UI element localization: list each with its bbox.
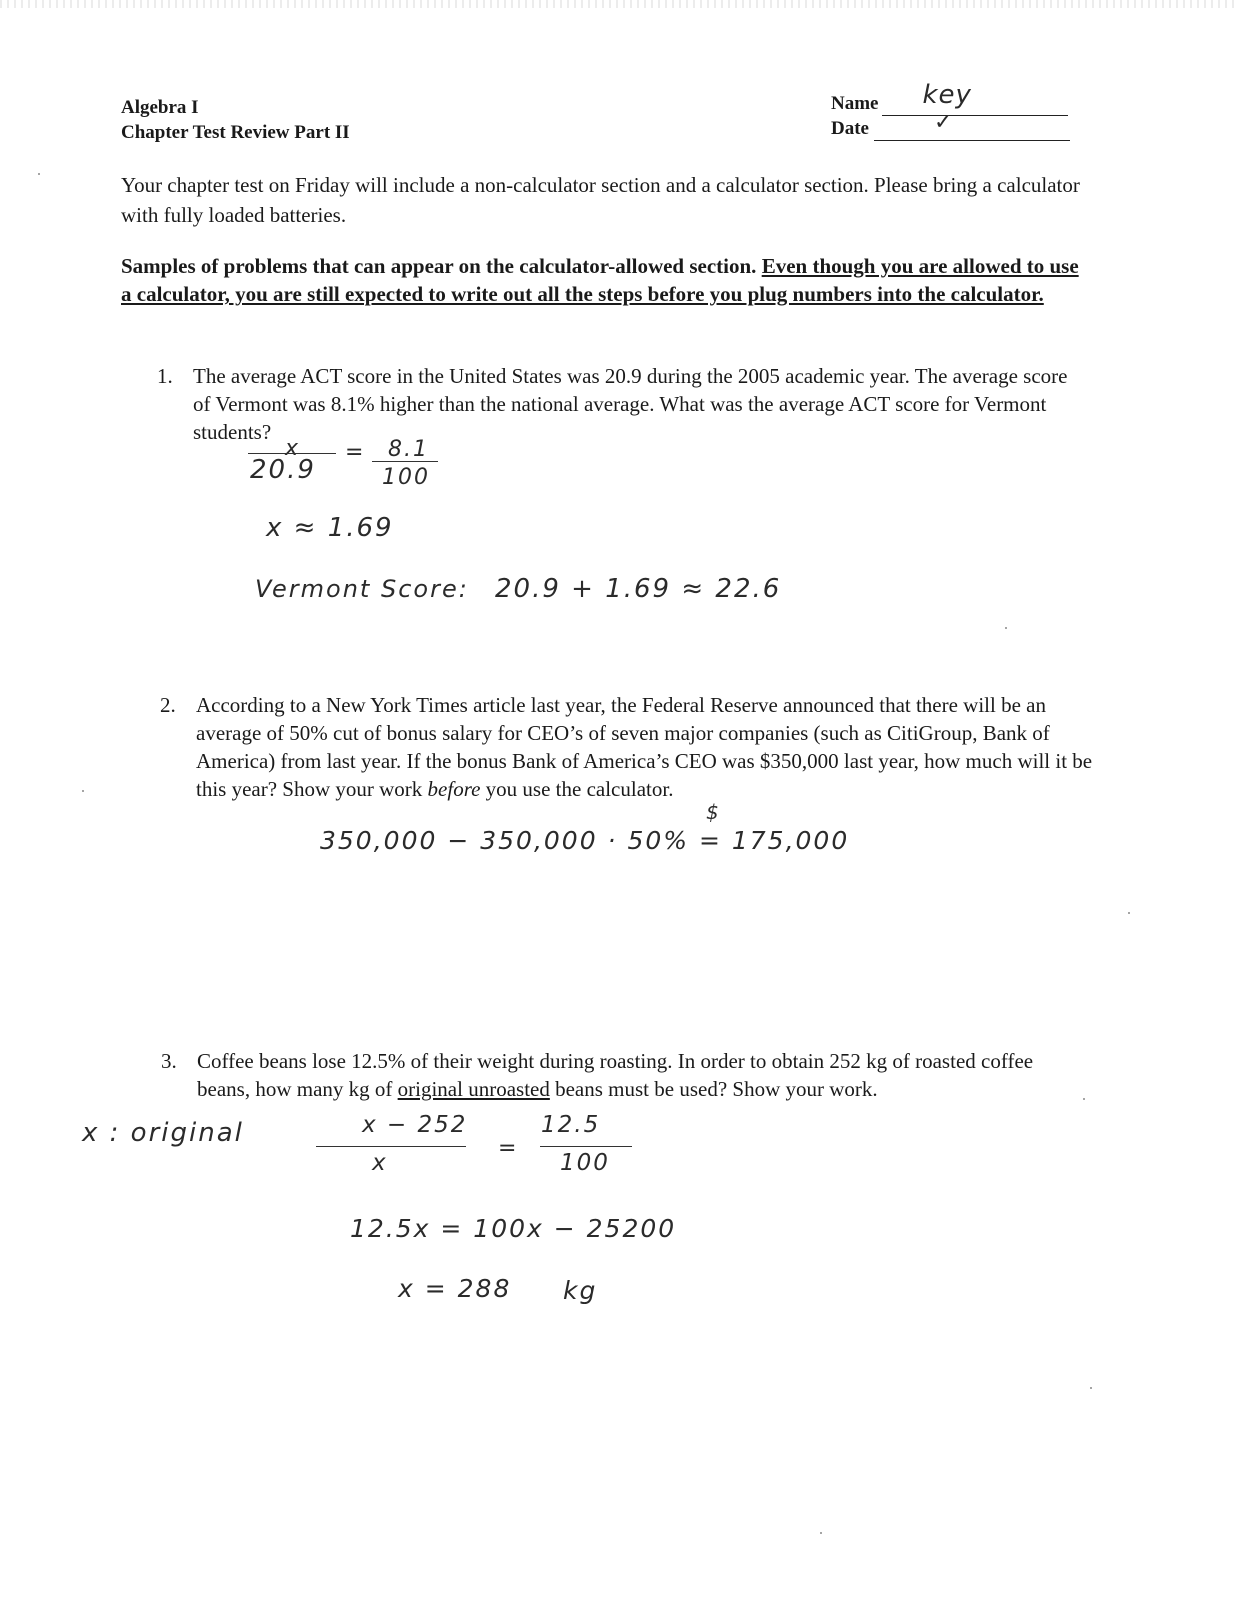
p1-equals: = [345,440,366,465]
p1-frac-left-den: 20.9 [250,455,316,485]
problem-2 [160,691,1105,803]
p1-frac-right-den: 100 [382,465,430,490]
problem-3 [161,1047,1091,1103]
p3-variable-definition: x : original [82,1118,244,1148]
date-label: Date [831,118,869,139]
intro-paragraph: Your chapter test on Friday will include a non-calculator section and a calculator section. Please bring a calculator with fully loaded batteries. [121,173,1080,227]
samples-instructions [121,252,1081,308]
problem-text [196,691,1105,803]
scan-speck [820,1532,822,1534]
document-subtitle: Chapter Test Review Part II [121,122,350,143]
p3-work-line-2: 12.5x = 100x − 25200 [350,1214,677,1243]
name-date-block [831,80,1070,141]
p1-frac-right-num: 8.1 [388,437,429,462]
name-label: Name [831,93,879,114]
scan-speck [1005,627,1007,629]
p1-work-line-3: 20.9 + 1.69 ≈ 22.6 [495,574,782,604]
p3-frac-right-num: 12.5 [541,1112,601,1138]
p3-work-unit: kg [563,1276,598,1305]
p3-equals: = [498,1136,519,1161]
p3-frac-left-den: x [372,1150,388,1176]
scan-speck [82,790,84,792]
p3-frac-left-bar [316,1146,466,1147]
p3-frac-right-bar [540,1146,632,1147]
problem-number: 1. [157,364,173,388]
date-field [874,110,1070,141]
name-handwritten: key [922,80,972,110]
p2-dollar-mark: $ [706,800,721,824]
p2-work-line-1: 350,000 − 350,000 · 50% = 175,000 [320,826,850,855]
problem-number: 2. [160,693,176,717]
p1-frac-left-bar [248,453,336,454]
p1-work-line-2: x ≈ 1.69 [266,513,394,543]
problem-1 [157,362,1087,446]
name-field [882,80,1068,116]
document-header [121,95,350,145]
scan-speck [1090,1387,1092,1389]
problem-text-part: you use the calculator. [480,777,674,801]
date-row [831,110,1070,141]
scan-artifact-top [0,0,1239,8]
problem-text-part: Coffee beans lose 12.5% of their weight during roasting. In order to obtain 252 kg of roasted coffee beans, how many kg of [197,1049,1034,1101]
problem-text-italic: before [427,777,481,801]
problem-number: 3. [161,1049,177,1073]
scan-speck [1128,912,1130,914]
p1-work-label: Vermont Score: [255,575,469,603]
p3-frac-right-den: 100 [560,1150,610,1176]
problem-text-part: beans must be used? Show your work. [549,1077,878,1101]
problem-text-part: According to a New York Times article last year, the Federal Reserve announced that there will be an average of 50% cut of bonus salary for CEO’s of seven major companies (such as CitiGroup, Bank of America) from last year. If the bonus Bank of America’s CEO was $350,000 last year, how much will it be this year? Show your work [196,693,1093,801]
date-handwritten-mark: ✓ [933,110,954,135]
problem-text: The average ACT score in the United States was 20.9 during the 2005 academic year. The average score of Vermont was 8.1% higher than the national average. What was the average ACT score for Vermont students? [193,364,1068,444]
course-title: Algebra I [121,97,199,118]
samples-underlined-text: Even though you are allowed to use a calculator, you are still expected to write out all the steps before you plug numbers into the calculator. [121,254,1079,306]
p1-frac-left-num: x [285,436,301,461]
problem-text [197,1047,1091,1103]
samples-bold-text: Samples of problems that can appear on the calculator-allowed section. [121,254,757,278]
p1-frac-right-bar [372,461,438,462]
scan-speck [38,173,40,175]
p3-frac-left-num: x − 252 [362,1112,468,1138]
p3-work-line-3: x = 288 [398,1274,512,1303]
problem-text-underlined: original unroasted [397,1077,550,1101]
